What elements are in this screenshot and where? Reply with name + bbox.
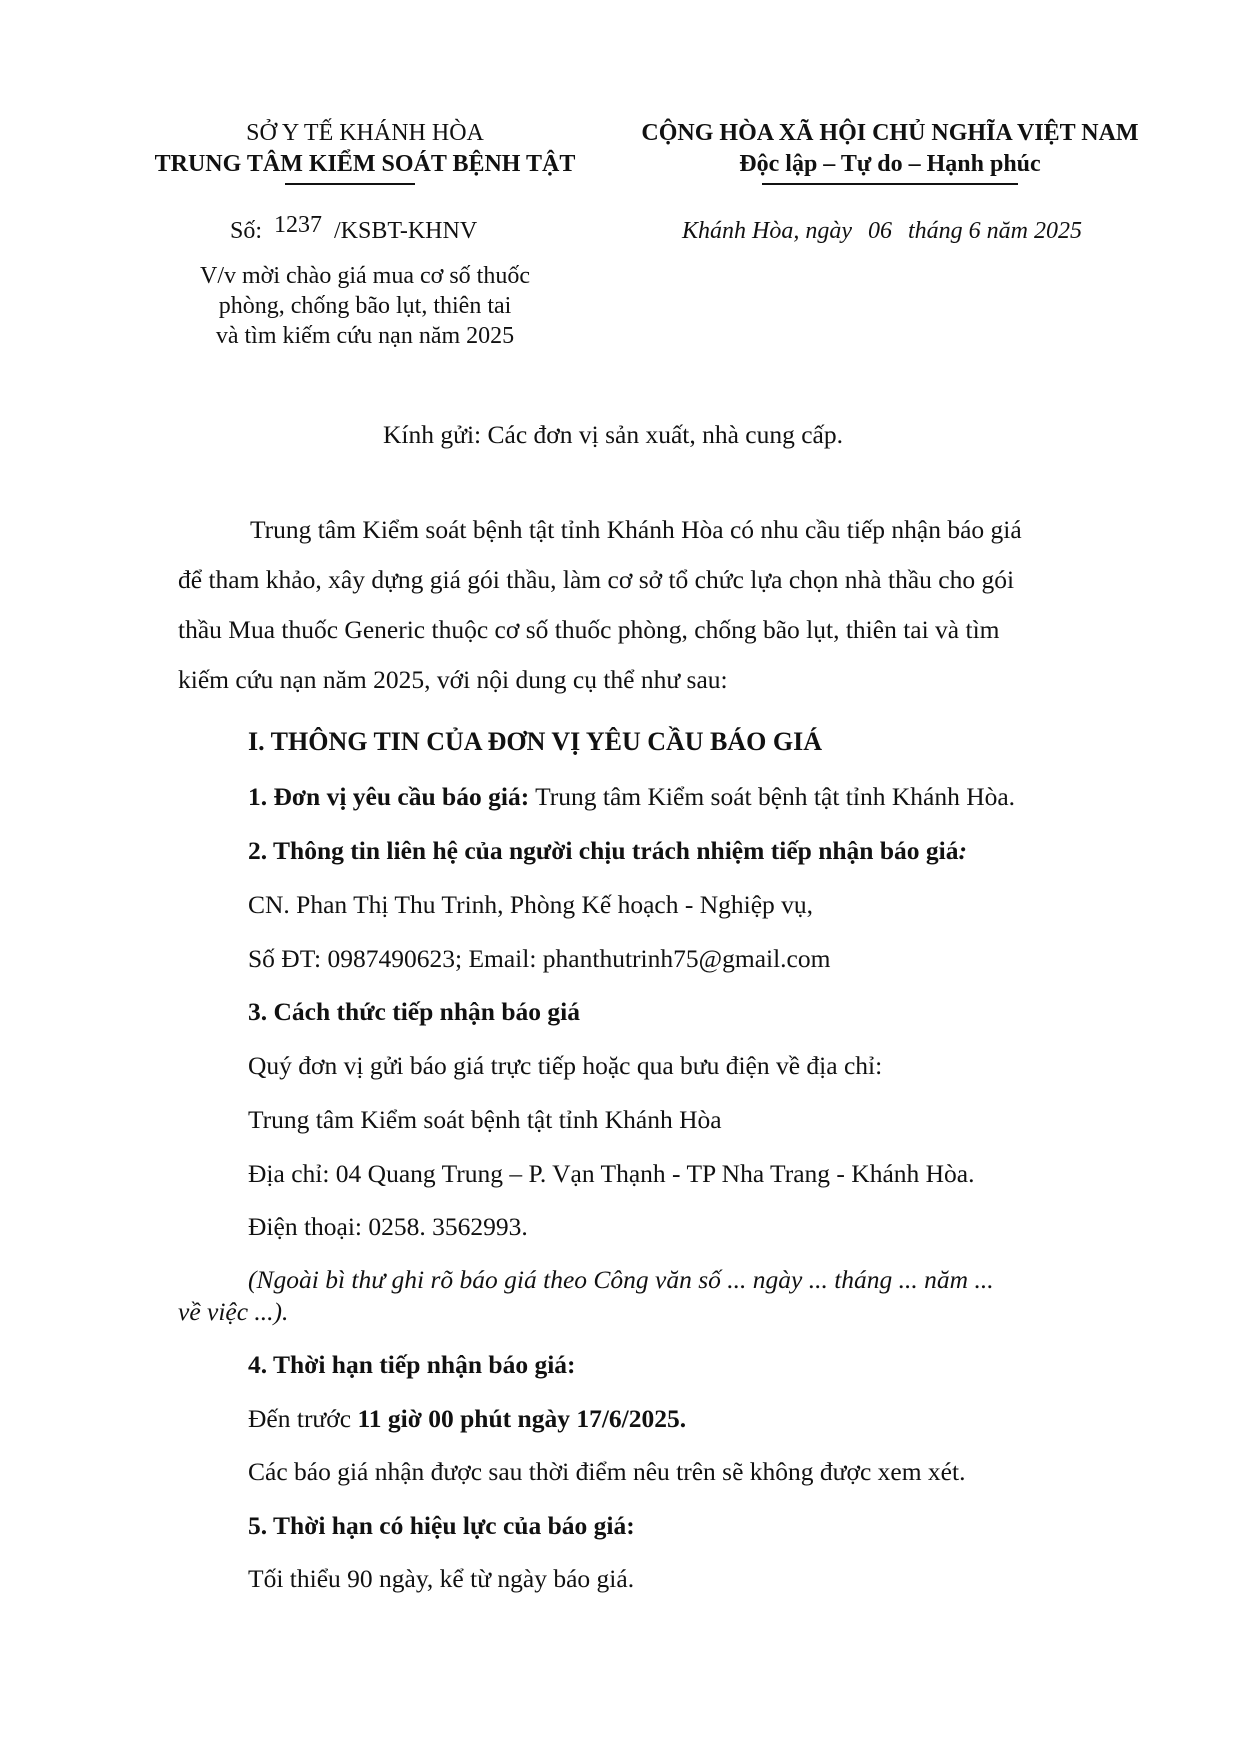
- intro-line-3: thầu Mua thuốc Generic thuộc cơ số thuốc phòng, chống bão lụt, thiên tai và tìm: [178, 615, 1000, 644]
- center-name-underline: [285, 183, 415, 185]
- subject-line-3: và tìm kiếm cứu nạn năm 2025: [215, 323, 515, 349]
- intro-line-2: để tham khảo, xây dựng giá gói thầu, làm cơ sở tổ chức lựa chọn nhà thầu cho gói: [178, 565, 1015, 594]
- intro-line-4: kiếm cứu nạn năm 2025, với nội dung cụ thể như sau:: [178, 665, 728, 694]
- item-4-prefix: Đến trước: [248, 1404, 358, 1433]
- item-3-line-1: Quý đơn vị gửi báo giá trực tiếp hoặc qua bưu điện về địa chỉ:: [248, 1051, 883, 1080]
- item-3-note-line-2: về việc ...).: [178, 1297, 289, 1326]
- motto: Độc lập – Tự do – Hạnh phúc: [739, 151, 1041, 177]
- country-name: CỘNG HÒA XÃ HỘI CHỦ NGHĨA VIỆT NAM: [641, 120, 1139, 146]
- item-4-deadline-line: [248, 1404, 686, 1434]
- issue-date: [682, 218, 1082, 245]
- contact-phone-email: Số ĐT: 0987490623; Email: phanthutrinh75@gmail.com: [248, 944, 831, 973]
- item-3-line-2: Trung tâm Kiểm soát bệnh tật tỉnh Khánh Hòa: [248, 1105, 722, 1134]
- item-4-deadline: 11 giờ 00 phút ngày 17/6/2025.: [357, 1404, 687, 1433]
- item-1: [248, 782, 1015, 812]
- item-1-label: 1. Đơn vị yêu cầu báo giá:: [248, 782, 530, 811]
- section-1-heading: I. THÔNG TIN CỦA ĐƠN VỊ YÊU CẦU BÁO GIÁ: [248, 727, 823, 756]
- subject-line-1: V/v mời chào giá mua cơ số thuốc: [200, 263, 530, 289]
- item-3-phone: Điện thoại: 0258. 3562993.: [248, 1212, 528, 1241]
- item-3-label: 3. Cách thức tiếp nhận báo giá: [248, 997, 580, 1026]
- item-5-value: Tối thiểu 90 ngày, kể từ ngày báo giá.: [248, 1564, 635, 1593]
- subject-line-2: phòng, chống bão lụt, thiên tai: [218, 293, 512, 319]
- number-value: 1237: [274, 212, 323, 238]
- item-2: [248, 836, 967, 866]
- document-number: [230, 212, 478, 245]
- number-suffix: /KSBT-KHNV: [334, 218, 478, 244]
- center-name: TRUNG TÂM KIỂM SOÁT BỆNH TẬT: [154, 151, 576, 177]
- item-4-note: Các báo giá nhận được sau thời điểm nêu trên sẽ không được xem xét.: [248, 1457, 966, 1486]
- item-5-label: 5. Thời hạn có hiệu lực của báo giá:: [248, 1511, 635, 1540]
- item-1-value: Trung tâm Kiểm soát bệnh tật tỉnh Khánh Hòa.: [529, 782, 1016, 811]
- department-name: SỞ Y TẾ KHÁNH HÒA: [246, 120, 484, 146]
- contact-person: CN. Phan Thị Thu Trinh, Phòng Kế hoạch - Nghiệp vụ,: [248, 890, 814, 919]
- number-prefix: Số:: [230, 218, 263, 244]
- date-day: 06: [868, 218, 892, 244]
- item-3-note-line-1: (Ngoài bì thư ghi rõ báo giá theo Công văn số ... ngày ... tháng ... năm ...: [248, 1265, 994, 1294]
- item-3-address: Địa chỉ: 04 Quang Trung – P. Vạn Thạnh - TP Nha Trang - Khánh Hòa.: [248, 1159, 975, 1188]
- date-prefix: Khánh Hòa, ngày: [682, 218, 852, 244]
- item-4-label: 4. Thời hạn tiếp nhận báo giá:: [248, 1350, 576, 1379]
- motto-underline: [762, 183, 1018, 185]
- intro-line-1: Trung tâm Kiểm soát bệnh tật tỉnh Khánh Hòa có nhu cầu tiếp nhận báo giá: [250, 515, 1022, 544]
- item-2-colon: :: [958, 836, 968, 865]
- recipient-line: Kính gửi: Các đơn vị sản xuất, nhà cung cấp.: [383, 420, 843, 449]
- item-2-label: 2. Thông tin liên hệ của người chịu trách nhiệm tiếp nhận báo giá: [248, 836, 959, 865]
- date-suffix: tháng 6 năm 2025: [908, 218, 1082, 244]
